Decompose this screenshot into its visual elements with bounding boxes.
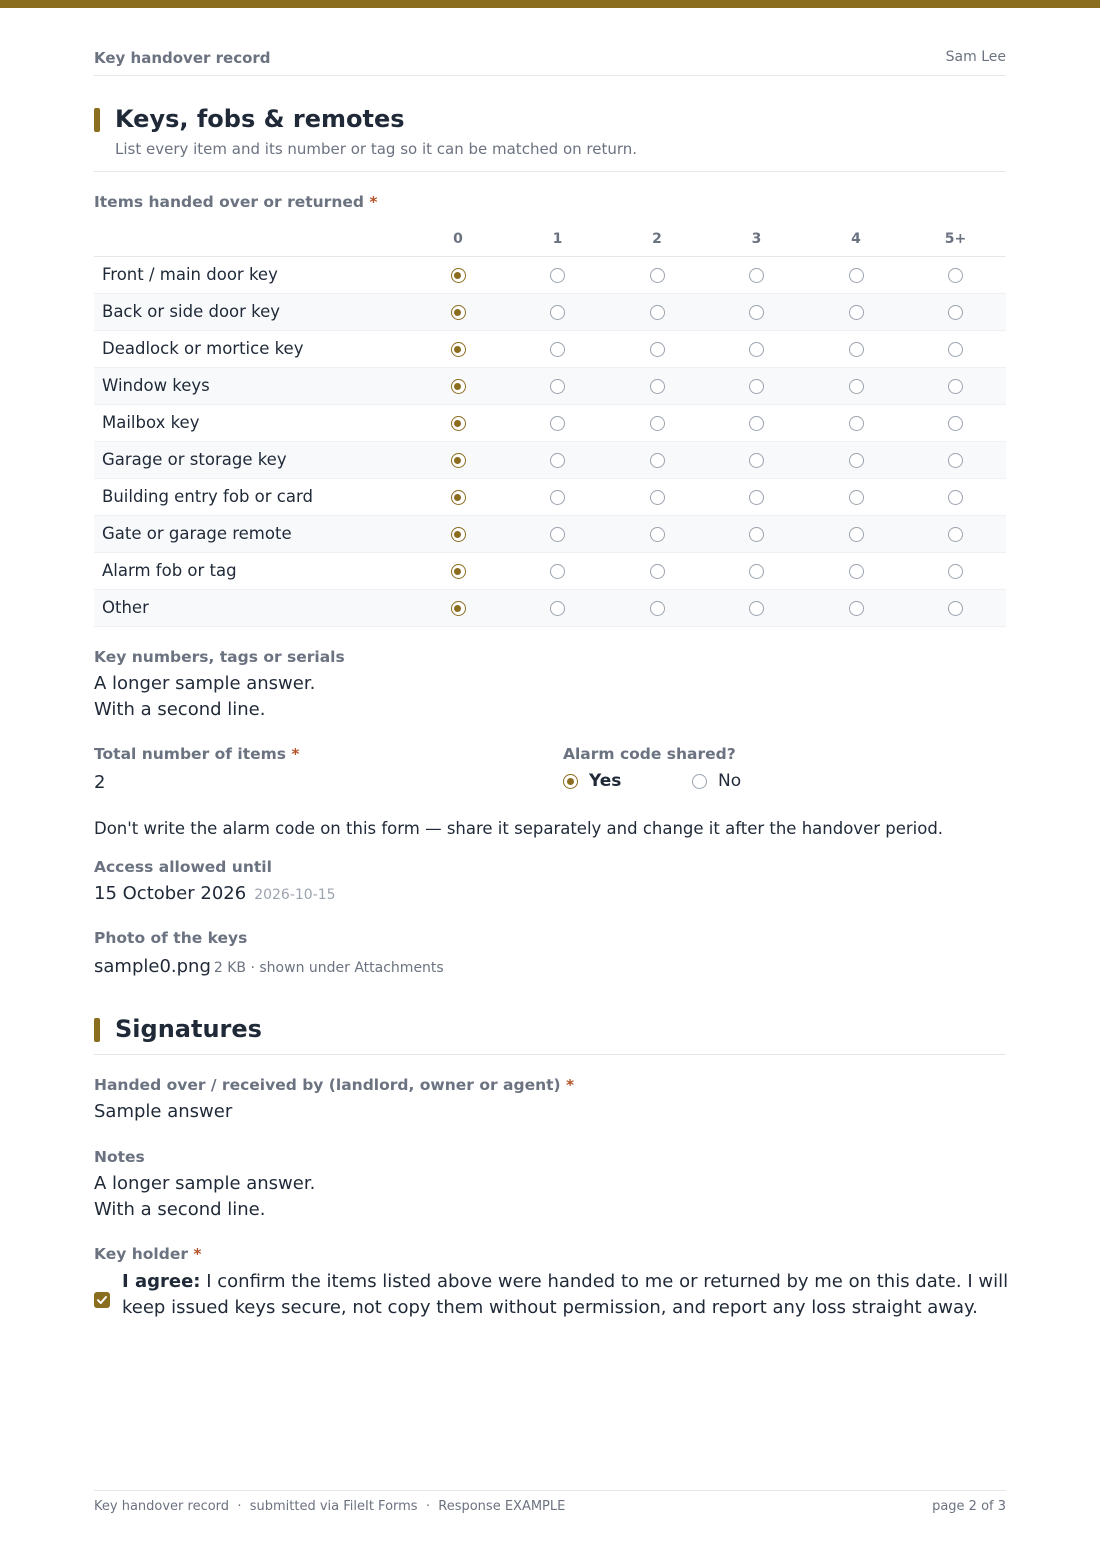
- grid-radio[interactable]: [451, 453, 466, 468]
- grid-radio[interactable]: [849, 379, 864, 394]
- check-icon: [96, 1294, 108, 1306]
- section-title: Signatures: [115, 1015, 262, 1043]
- handed-by-value: Sample answer: [94, 1101, 233, 1122]
- grid-radio[interactable]: [849, 416, 864, 431]
- grid-radio[interactable]: [749, 379, 764, 394]
- agree-statement: [122, 1269, 1012, 1321]
- agree-text: I confirm the items listed above were handed to me or returned by me on this date. I will keep issued keys secure, not copy them without permission, and report any loss straight away.: [122, 1271, 1009, 1318]
- grid-radio[interactable]: [849, 268, 864, 283]
- section-title: Keys, fobs & remotes: [115, 105, 405, 133]
- key-numbers-label: Key numbers, tags or serials: [94, 648, 345, 666]
- grid-radio[interactable]: [650, 601, 665, 616]
- grid-column-header: 4: [851, 231, 861, 247]
- grid-radio[interactable]: [948, 490, 963, 505]
- agree-lead: I agree:: [122, 1271, 201, 1292]
- grid-radio[interactable]: [550, 342, 565, 357]
- grid-radio[interactable]: [650, 416, 665, 431]
- notes-value: A longer sample answer. With a second line.: [94, 1173, 316, 1220]
- section-subtitle: List every item and its number or tag so it can be matched on return.: [115, 140, 638, 158]
- grid-radio[interactable]: [550, 305, 565, 320]
- grid-radio[interactable]: [948, 268, 963, 283]
- photo-meta: 2 KB · shown under Attachments: [213, 960, 444, 976]
- grid-radio[interactable]: [550, 564, 565, 579]
- page-number: page 2 of 3: [932, 1499, 1006, 1514]
- grid-radio[interactable]: [749, 453, 764, 468]
- total-items-value: 2: [94, 772, 106, 793]
- grid-radio[interactable]: [451, 527, 466, 542]
- section-signatures-header: [94, 1016, 1006, 1055]
- grid-radio[interactable]: [451, 268, 466, 283]
- grid-radio[interactable]: [451, 416, 466, 431]
- grid-radio[interactable]: [451, 379, 466, 394]
- grid-row-label: Building entry fob or card: [102, 487, 313, 506]
- grid-radio[interactable]: [650, 490, 665, 505]
- grid-row: [94, 405, 1006, 442]
- grid-row: [94, 442, 1006, 479]
- running-header: [94, 48, 1006, 76]
- grid-radio[interactable]: [550, 268, 565, 283]
- notes-label: Notes: [94, 1148, 145, 1166]
- grid-column-header: 0: [453, 231, 463, 247]
- photo-filename[interactable]: sample0.png: [94, 956, 211, 977]
- grid-row: [94, 553, 1006, 590]
- grid-row-label: Deadlock or mortice key: [102, 339, 304, 358]
- grid-row-label: Window keys: [102, 376, 210, 395]
- grid-radio[interactable]: [849, 564, 864, 579]
- grid-row-label: Garage or storage key: [102, 450, 287, 469]
- grid-row-label: Mailbox key: [102, 413, 200, 432]
- required-mark: *: [566, 1076, 575, 1094]
- grid-radio[interactable]: [948, 564, 963, 579]
- grid-row: [94, 590, 1006, 627]
- items-grid-label: Items handed over or returned *: [94, 193, 378, 211]
- grid-radio[interactable]: [650, 453, 665, 468]
- alarm-yes-radio[interactable]: [563, 774, 578, 789]
- grid-radio[interactable]: [948, 342, 963, 357]
- photo-attachment[interactable]: [94, 956, 444, 977]
- alarm-shared-label: Alarm code shared?: [563, 745, 736, 763]
- document-title: Key handover record: [94, 49, 271, 67]
- alarm-code-note: Don't write the alarm code on this form — share it separately and change it after the handover period.: [94, 819, 944, 838]
- grid-radio[interactable]: [550, 601, 565, 616]
- grid-radio[interactable]: [650, 268, 665, 283]
- grid-row: [94, 294, 1006, 331]
- grid-row: [94, 516, 1006, 553]
- grid-radio[interactable]: [948, 453, 963, 468]
- page-footer: [94, 1490, 1006, 1514]
- grid-column-header: 1: [552, 231, 563, 247]
- grid-column-header: 5+: [944, 231, 967, 247]
- grid-radio[interactable]: [749, 342, 764, 357]
- grid-radio[interactable]: [650, 379, 665, 394]
- grid-radio[interactable]: [451, 342, 466, 357]
- grid-radio[interactable]: [749, 527, 764, 542]
- handed-by-label: Handed over / received by (landlord, owner or agent) *: [94, 1076, 575, 1094]
- grid-radio[interactable]: [550, 379, 565, 394]
- alarm-no-radio[interactable]: [692, 774, 707, 789]
- section-keys-header: [94, 106, 1006, 172]
- photo-label: Photo of the keys: [94, 929, 248, 947]
- access-until-iso: 2026-10-15: [254, 887, 336, 903]
- grid-radio[interactable]: [948, 379, 963, 394]
- grid-row: [94, 331, 1006, 368]
- grid-radio[interactable]: [948, 416, 963, 431]
- grid-radio[interactable]: [650, 564, 665, 579]
- grid-row-label: Front / main door key: [102, 265, 278, 284]
- key-numbers-value: A longer sample answer. With a second line.: [94, 673, 316, 720]
- section-accent-bar: [94, 1018, 100, 1042]
- grid-radio[interactable]: [550, 416, 565, 431]
- grid-row-label: Other: [102, 598, 149, 617]
- grid-radio[interactable]: [749, 601, 764, 616]
- grid-radio[interactable]: [849, 342, 864, 357]
- grid-radio[interactable]: [650, 305, 665, 320]
- key-holder-label: Key holder *: [94, 1245, 202, 1263]
- grid-radio[interactable]: [948, 601, 963, 616]
- grid-radio[interactable]: [849, 527, 864, 542]
- access-until-label: Access allowed until: [94, 858, 272, 876]
- grid-radio[interactable]: [948, 527, 963, 542]
- grid-radio[interactable]: [650, 527, 665, 542]
- total-items-label: Total number of items *: [94, 745, 300, 763]
- grid-column-header: 3: [751, 231, 762, 247]
- grid-radio[interactable]: [948, 305, 963, 320]
- grid-row: [94, 368, 1006, 405]
- grid-radio[interactable]: [749, 564, 764, 579]
- grid-radio[interactable]: [849, 601, 864, 616]
- section-accent-bar: [94, 108, 100, 132]
- grid-row-label: Alarm fob or tag: [102, 561, 237, 580]
- agree-checkbox[interactable]: [94, 1292, 110, 1308]
- accent-top-bar: [0, 0, 1100, 8]
- grid-radio[interactable]: [749, 490, 764, 505]
- grid-row-label: Back or side door key: [102, 302, 281, 321]
- respondent-name: Sam Lee: [945, 49, 1006, 65]
- grid-row-label: Gate or garage remote: [102, 524, 292, 543]
- required-mark: *: [193, 1245, 202, 1263]
- grid-radio[interactable]: [550, 453, 565, 468]
- grid-radio[interactable]: [550, 490, 565, 505]
- grid-column-header: 2: [652, 231, 662, 247]
- grid-radio[interactable]: [451, 490, 466, 505]
- grid-radio[interactable]: [749, 305, 764, 320]
- grid-radio[interactable]: [451, 305, 466, 320]
- grid-radio[interactable]: [451, 564, 466, 579]
- grid-row: [94, 479, 1006, 516]
- grid-radio[interactable]: [849, 305, 864, 320]
- grid-radio[interactable]: [749, 416, 764, 431]
- grid-radio[interactable]: [849, 453, 864, 468]
- grid-radio[interactable]: [650, 342, 665, 357]
- grid-radio[interactable]: [451, 601, 466, 616]
- access-until-value: 15 October 2026 2026-10-15: [94, 883, 336, 904]
- required-mark: *: [291, 745, 300, 763]
- grid-row: [94, 257, 1006, 294]
- grid-radio[interactable]: [849, 490, 864, 505]
- required-mark: *: [369, 193, 378, 211]
- grid-radio[interactable]: [550, 527, 565, 542]
- grid-radio[interactable]: [749, 268, 764, 283]
- footer-left: Key handover record · submitted via FileIt Forms · Response EXAMPLE: [94, 1499, 566, 1514]
